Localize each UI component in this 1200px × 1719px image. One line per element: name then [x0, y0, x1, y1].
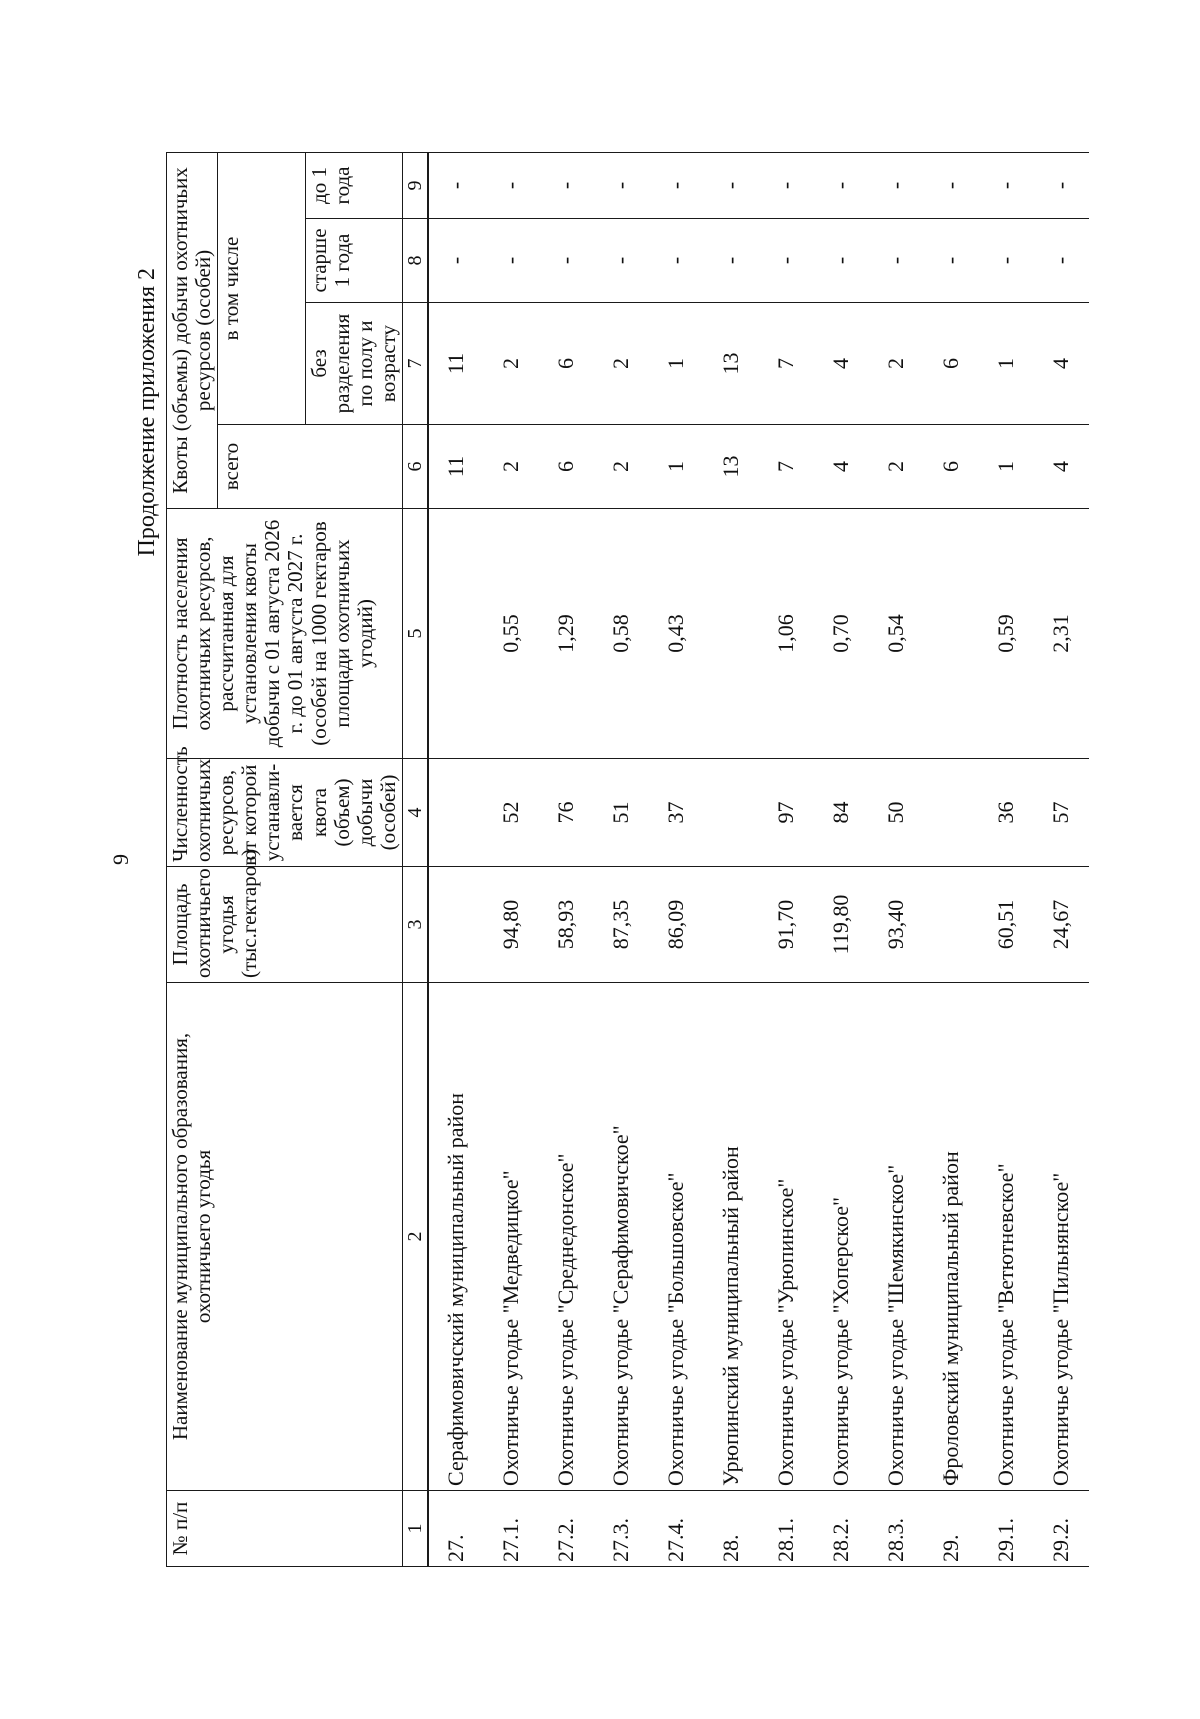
row-no-division: 4 [1034, 303, 1089, 425]
row-count [704, 759, 759, 867]
row-total: 6 [924, 425, 979, 509]
row-older-1-year: - [1034, 219, 1089, 303]
row-older-1-year: - [979, 219, 1034, 303]
row-name: Урюпинский муниципальный район [704, 983, 759, 1491]
row-older-1-year: - [649, 219, 704, 303]
row-older-1-year: - [814, 219, 869, 303]
row-number: 28. [704, 1491, 759, 1567]
header-quota-group: Квоты (объемы) добычи охотничьих ресурсов (особей) [167, 152, 218, 508]
header-under-1-year: до 1 года [305, 152, 402, 218]
row-density: 0,55 [484, 509, 539, 759]
row-name: Охотничье угодье "Хоперское" [814, 983, 869, 1491]
row-area [924, 867, 979, 983]
table-header [167, 152, 428, 1566]
row-total: 1 [649, 425, 704, 509]
row-number: 27. [428, 1491, 484, 1567]
row-no-division: 2 [484, 303, 539, 425]
table-row [704, 152, 759, 1566]
row-older-1-year: - [869, 219, 924, 303]
row-density: 0,54 [869, 509, 924, 759]
row-area [704, 867, 759, 983]
row-name: Охотничье угодье "Серафимовичское" [594, 983, 649, 1491]
row-older-1-year: - [594, 219, 649, 303]
row-number: 28.3. [869, 1491, 924, 1567]
row-under-1-year: - [924, 152, 979, 218]
header-total: всего [218, 425, 403, 509]
column-number: 5 [402, 509, 428, 759]
row-number: 28.2. [814, 1491, 869, 1567]
row-total: 4 [1034, 425, 1089, 509]
row-name: Охотничье угодье "Среднедонское" [539, 983, 594, 1491]
row-area: 119,80 [814, 867, 869, 983]
row-density: 1,06 [759, 509, 814, 759]
row-count: 52 [484, 759, 539, 867]
row-no-division: 1 [649, 303, 704, 425]
row-density: 1,29 [539, 509, 594, 759]
row-under-1-year: - [979, 152, 1034, 218]
header-density: Плотность населения охотничьих ресурсов, рассчитанная для установления квоты добычи с 01 августа 2026 г. до 01 августа 2027 г. (особей на 1000 гектаров площади охотничьих угодий) [167, 509, 403, 759]
row-under-1-year: - [484, 152, 539, 218]
row-count: 51 [594, 759, 649, 867]
row-total: 2 [594, 425, 649, 509]
row-name: Охотничье угодье "Пильнянское" [1034, 983, 1089, 1491]
column-number: 1 [402, 1491, 428, 1567]
row-area: 60,51 [979, 867, 1034, 983]
row-count: 50 [869, 759, 924, 867]
row-older-1-year: - [704, 219, 759, 303]
row-number: 29.1. [979, 1491, 1034, 1567]
row-count [428, 759, 484, 867]
row-density [704, 509, 759, 759]
row-under-1-year: - [539, 152, 594, 218]
header-no-division: без разделения по полу и возрасту [305, 303, 402, 425]
row-count: 37 [649, 759, 704, 867]
header-area: Площадь охотничьего угодья (тыс.гектаров) [167, 867, 403, 983]
row-no-division: 1 [979, 303, 1034, 425]
row-total: 2 [869, 425, 924, 509]
row-under-1-year: - [649, 152, 704, 218]
row-total: 6 [539, 425, 594, 509]
header-name: Наименование муниципального образования, охотничьего угодья [167, 983, 403, 1491]
table-row [594, 152, 649, 1566]
row-number: 27.2. [539, 1491, 594, 1567]
row-number: 29.2. [1034, 1491, 1089, 1567]
row-total: 1 [979, 425, 1034, 509]
column-number: 6 [402, 425, 428, 509]
row-name: Охотничье угодье "Урюпинское" [759, 983, 814, 1491]
row-number: 27.3. [594, 1491, 649, 1567]
table-row [649, 152, 704, 1566]
row-density: 0,70 [814, 509, 869, 759]
row-name: Охотничье угодье "Медведицкое" [484, 983, 539, 1491]
row-count [924, 759, 979, 867]
row-number: 27.1. [484, 1491, 539, 1567]
quota-table [166, 152, 1089, 1567]
table-row [814, 152, 869, 1566]
row-older-1-year: - [539, 219, 594, 303]
row-name: Охотничье угодье "Ветютневское" [979, 983, 1034, 1491]
table-row [539, 152, 594, 1566]
row-density: 0,58 [594, 509, 649, 759]
row-older-1-year: - [484, 219, 539, 303]
page-number: 9 [108, 854, 133, 865]
header-count: Численность охотничьих ресурсов, от которой устанавли-вается квота (объем) добычи (особей) [167, 759, 403, 867]
row-area: 24,67 [1034, 867, 1089, 983]
table-row [924, 152, 979, 1566]
row-no-division: 6 [924, 303, 979, 425]
row-density: 0,43 [649, 509, 704, 759]
header-number: № п/п [167, 1491, 403, 1567]
row-name: Фроловский муниципальный район [924, 983, 979, 1491]
row-older-1-year: - [428, 219, 484, 303]
row-area: 58,93 [539, 867, 594, 983]
row-total: 4 [814, 425, 869, 509]
row-no-division: 11 [428, 303, 484, 425]
row-total: 2 [484, 425, 539, 509]
row-under-1-year: - [814, 152, 869, 218]
row-count: 97 [759, 759, 814, 867]
table-row [759, 152, 814, 1566]
row-count: 84 [814, 759, 869, 867]
table-row [979, 152, 1034, 1566]
row-number: 29. [924, 1491, 979, 1567]
row-density: 0,59 [979, 509, 1034, 759]
row-area: 91,70 [759, 867, 814, 983]
row-no-division: 6 [539, 303, 594, 425]
table-row [428, 152, 484, 1566]
row-area: 94,80 [484, 867, 539, 983]
row-under-1-year: - [428, 152, 484, 218]
row-name: Серафимовичский муниципальный район [428, 983, 484, 1491]
row-no-division: 2 [869, 303, 924, 425]
row-count: 76 [539, 759, 594, 867]
row-count: 57 [1034, 759, 1089, 867]
row-older-1-year: - [759, 219, 814, 303]
row-no-division: 7 [759, 303, 814, 425]
table-row [1034, 152, 1089, 1566]
column-number: 3 [402, 867, 428, 983]
row-no-division: 2 [594, 303, 649, 425]
continuation-title: Продолжение приложения 2 [134, 268, 160, 557]
table-row [869, 152, 924, 1566]
row-total: 7 [759, 425, 814, 509]
table-body [428, 152, 1089, 1566]
row-total: 13 [704, 425, 759, 509]
row-name: Охотничье угодье "Большовское" [649, 983, 704, 1491]
row-total: 11 [428, 425, 484, 509]
row-under-1-year: - [1034, 152, 1089, 218]
row-density [924, 509, 979, 759]
row-number: 28.1. [759, 1491, 814, 1567]
column-number: 2 [402, 983, 428, 1491]
row-older-1-year: - [924, 219, 979, 303]
row-density [428, 509, 484, 759]
column-number-row [402, 152, 428, 1566]
row-under-1-year: - [759, 152, 814, 218]
row-number: 27.4. [649, 1491, 704, 1567]
row-count: 36 [979, 759, 1034, 867]
row-no-division: 4 [814, 303, 869, 425]
table-row [484, 152, 539, 1566]
column-number: 7 [402, 303, 428, 425]
row-area: 86,09 [649, 867, 704, 983]
row-name: Охотничье угодье "Шемякинское" [869, 983, 924, 1491]
row-under-1-year: - [594, 152, 649, 218]
header-older-1-year: старше 1 года [305, 219, 402, 303]
row-area: 87,35 [594, 867, 649, 983]
header-including: в том числе [218, 152, 305, 424]
column-number: 9 [402, 152, 428, 218]
row-under-1-year: - [704, 152, 759, 218]
row-under-1-year: - [869, 152, 924, 218]
column-number: 8 [402, 219, 428, 303]
row-area: 93,40 [869, 867, 924, 983]
column-number: 4 [402, 759, 428, 867]
row-area [428, 867, 484, 983]
row-no-division: 13 [704, 303, 759, 425]
row-density: 2,31 [1034, 509, 1089, 759]
